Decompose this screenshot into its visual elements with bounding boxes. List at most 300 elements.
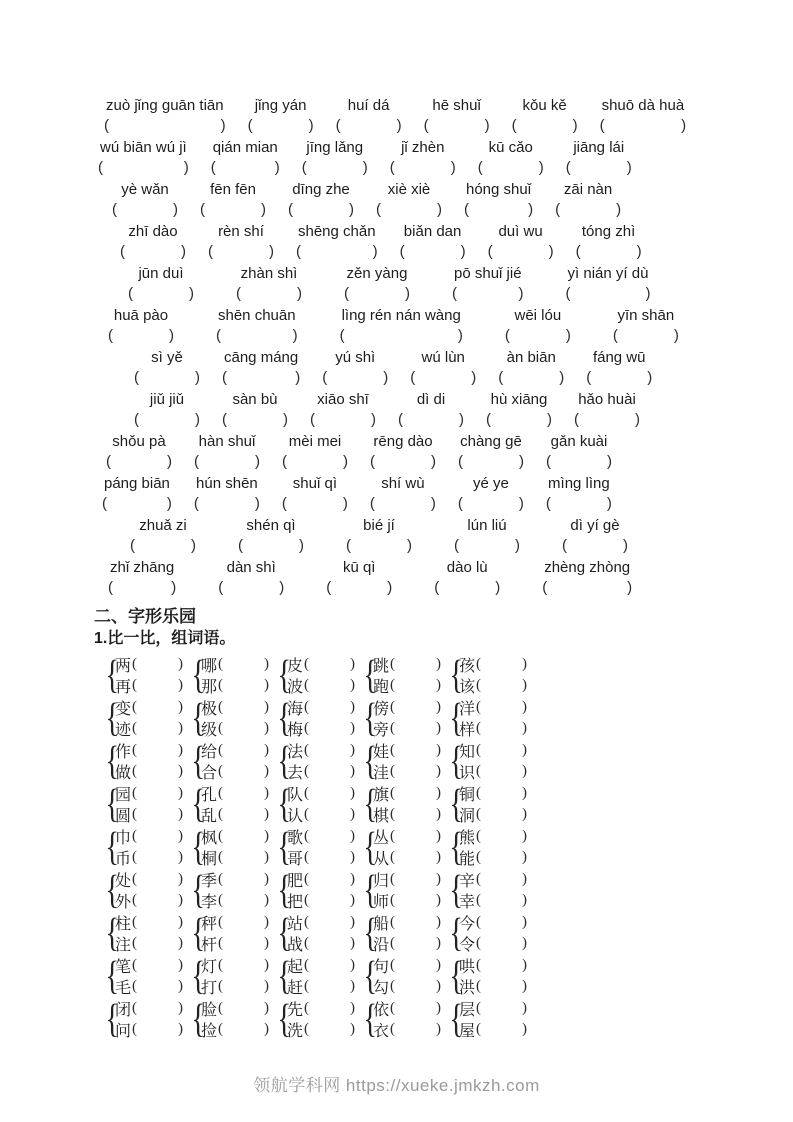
pinyin-word: kū qì [342,559,376,576]
brace-icon: { [105,652,120,698]
paren-open: ( [112,201,117,218]
paren-open: ( [304,785,310,801]
compare-char: 柱 [115,916,132,933]
pinyin-item [555,180,621,219]
compare-pair [373,740,441,782]
paren-open: ( [304,656,310,672]
paren-close: ) [264,720,269,736]
compare-group [276,869,355,911]
pinyin-item [346,516,412,555]
footer-watermark: 领航学科网 https://xueke.jmkzh.com [253,1076,540,1095]
answer-blank [370,494,436,513]
paren-open: ( [304,1000,310,1016]
compare-char: 笔 [115,959,132,976]
paren-close: ) [565,327,571,344]
pinyin-word: fáng wū [592,349,646,366]
answer-blank [303,935,355,952]
pinyin-word: qián mian [212,139,278,156]
paren-close: ) [681,117,687,134]
paren-open: ( [477,159,483,176]
brace-icon: { [363,781,378,827]
compare-group [104,998,183,1040]
answer-blank [112,200,178,219]
paren-open: ( [399,243,405,260]
compare-group [276,697,355,739]
compare-line [287,761,355,782]
paren-open: ( [132,763,138,779]
answer-blank [303,1000,355,1017]
answer-blank [303,785,355,802]
compare-line [201,847,269,868]
pinyin-word: shēn chuān [218,307,296,324]
answer-blank [217,1000,269,1017]
answer-blank [303,742,355,759]
paren-open: ( [132,978,138,994]
answer-blank [303,914,355,931]
compare-line [459,933,527,954]
answer-blank [475,656,527,673]
compare-char: 把 [287,894,304,911]
answer-blank [211,158,280,177]
brace-icon: { [449,996,464,1042]
compare-line [373,869,441,890]
pinyin-item [574,390,640,429]
pinyin-word: huí dá [347,97,390,114]
compare-row [98,912,733,954]
paren-open: ( [390,914,396,930]
paren-open: ( [218,806,224,822]
paren-close: ) [178,828,183,844]
paren-open: ( [132,699,138,715]
answer-blank [586,368,652,387]
answer-blank [217,978,269,995]
paren-close: ) [522,849,527,865]
pinyin-item [194,474,260,513]
pinyin-word: hē shuǐ [432,97,481,114]
answer-blank [478,158,544,177]
pinyin-word: gǎn kuài [550,433,608,450]
paren-close: ) [178,763,183,779]
paren-close: ) [460,243,466,260]
pinyin-item [216,306,298,345]
answer-blank [486,410,552,429]
paren-close: ) [169,327,174,344]
compare-line [201,998,269,1019]
paren-open: ( [390,656,396,672]
paren-close: ) [371,411,376,428]
paren-close: ) [264,892,269,908]
paren-close: ) [627,579,633,596]
compare-pair [115,826,183,868]
answer-blank [389,763,441,780]
pinyin-item [222,390,288,429]
pinyin-item [370,432,436,471]
paren-close: ) [387,579,393,596]
paren-open: ( [322,369,328,386]
paren-open: ( [304,677,310,693]
compare-pair [115,912,183,954]
compare-char: 打 [201,980,218,997]
compare-char: 那 [201,679,218,696]
compare-line [373,998,441,1019]
paren-close: ) [518,285,524,302]
brace-icon: { [191,695,206,741]
compare-pair [201,955,269,997]
brace-icon: { [277,738,292,784]
compare-pair [201,740,269,782]
answer-blank [303,763,355,780]
exercise-heading: 1.比一比，组词语。 [94,630,236,647]
answer-blank [376,200,442,219]
compare-line [115,826,183,847]
paren-open: ( [108,579,113,596]
compare-char: 船 [373,916,390,933]
compare-char: 捡 [201,1023,218,1040]
pinyin-item [400,222,466,261]
pinyin-word: duì wu [498,223,543,240]
pinyin-item [410,348,476,387]
pinyin-word: rèn shí [218,223,264,240]
pinyin-item [108,306,174,345]
paren-open: ( [476,720,482,736]
pinyin-item [104,96,226,135]
pinyin-word: àn biān [506,349,556,366]
paren-open: ( [218,935,224,951]
paren-close: ) [350,978,355,994]
brace-icon: { [191,781,206,827]
compare-char: 哄 [459,959,476,976]
paren-open: ( [390,677,396,693]
compare-pair [287,955,355,997]
answer-blank [512,116,578,135]
pinyin-word: jǐ zhèn [401,139,445,156]
answer-blank [475,720,527,737]
paren-open: ( [476,871,482,887]
answer-blank [102,494,172,513]
pinyin-word: hǎo huài [578,391,636,408]
compare-group [190,998,269,1040]
paren-open: ( [476,957,482,973]
paren-open: ( [216,327,221,344]
paren-open: ( [390,957,396,973]
compare-line [201,783,269,804]
paren-open: ( [282,453,287,470]
answer-blank [389,677,441,694]
pinyin-word: chàng gē [460,433,522,450]
paren-close: ) [522,699,527,715]
pinyin-item [600,96,687,135]
answer-blank [131,957,183,974]
compare-group [362,654,441,696]
paren-open: ( [476,935,482,951]
compare-char: 问 [115,1023,132,1040]
answer-blank [303,699,355,716]
paren-close: ) [295,369,301,386]
paren-open: ( [344,285,349,302]
compare-line [201,654,269,675]
paren-close: ) [264,1000,269,1016]
pinyin-item [106,432,172,471]
paren-close: ) [178,656,183,672]
answer-blank [106,452,172,471]
compare-pair [287,654,355,696]
answer-blank [131,699,183,716]
pinyin-word: lìng rén nán wàng [341,307,461,324]
pinyin-item [562,516,628,555]
answer-blank [217,785,269,802]
compare-pair [459,998,527,1040]
pinyin-item [546,432,612,471]
pinyin-item [613,306,679,345]
compare-char: 极 [201,701,218,718]
answer-blank [303,871,355,888]
paren-close: ) [255,453,260,470]
paren-close: ) [195,369,200,386]
paren-open: ( [218,699,224,715]
compare-char: 洞 [459,808,476,825]
paren-close: ) [436,978,441,994]
answer-blank [475,1021,527,1038]
answer-blank [498,368,564,387]
paren-close: ) [522,914,527,930]
paren-close: ) [264,871,269,887]
answer-blank [303,1021,355,1038]
compare-line [459,955,527,976]
paren-open: ( [218,720,224,736]
paren-close: ) [522,785,527,801]
paren-close: ) [450,159,456,176]
pinyin-item [236,264,302,303]
paren-close: ) [166,495,172,512]
compare-group [448,912,527,954]
compare-group [276,998,355,1040]
paren-open: ( [194,453,199,470]
compare-pair [201,826,269,868]
answer-blank [131,1021,183,1038]
paren-open: ( [304,935,310,951]
paren-close: ) [522,978,527,994]
compare-char: 哥 [287,851,304,868]
compare-pair [459,912,527,954]
compare-group [104,869,183,911]
paren-open: ( [222,411,227,428]
answer-blank [120,242,186,261]
paren-close: ) [264,763,269,779]
paren-open: ( [218,871,224,887]
compare-group [190,869,269,911]
pinyin-item [208,222,274,261]
paren-open: ( [218,1021,224,1037]
paren-open: ( [222,369,227,386]
pinyin-item [288,180,354,219]
compare-char: 法 [287,744,304,761]
paren-open: ( [390,871,396,887]
pinyin-word: zāi nàn [563,181,613,198]
pinyin-word: jūn duì [138,265,184,282]
paren-open: ( [476,1021,482,1037]
compare-group [190,740,269,782]
compare-pair [373,697,441,739]
paren-close: ) [436,785,441,801]
compare-line [201,933,269,954]
paren-close: ) [522,742,527,758]
paren-open: ( [132,806,138,822]
paren-close: ) [178,806,183,822]
compare-pair [115,697,183,739]
answer-blank [555,200,621,219]
compare-group [362,998,441,1040]
paren-open: ( [575,243,581,260]
paren-close: ) [436,935,441,951]
paren-open: ( [369,495,375,512]
compare-line [287,890,355,911]
brace-icon: { [191,824,206,870]
pinyin-item [344,264,410,303]
pinyin-word: yīn shān [617,307,675,324]
paren-close: ) [436,892,441,908]
paren-open: ( [304,849,310,865]
compare-line [115,955,183,976]
paren-close: ) [350,914,355,930]
compare-char: 圆 [115,808,132,825]
paren-close: ) [178,849,183,865]
pinyin-item [376,180,442,219]
paren-close: ) [350,763,355,779]
answer-blank [434,578,500,597]
compare-line [287,697,355,718]
compare-line [201,955,269,976]
answer-blank [389,892,441,909]
answer-blank [310,410,376,429]
pinyin-row [98,222,733,261]
answer-blank [475,935,527,952]
paren-open: ( [410,369,416,386]
compare-group [362,740,441,782]
pinyin-item [488,222,554,261]
paren-open: ( [132,871,138,887]
pinyin-item [336,96,402,135]
compare-char: 铜 [459,787,476,804]
paren-open: ( [434,579,440,596]
brace-icon: { [363,824,378,870]
pinyin-row [98,516,733,555]
compare-line [459,847,527,868]
brace-icon: { [277,996,292,1042]
answer-blank [282,494,348,513]
paren-close: ) [515,537,520,554]
answer-blank [475,699,527,716]
pinyin-item [296,222,378,261]
answer-blank [389,1000,441,1017]
answer-blank [346,536,412,555]
compare-char: 起 [287,959,304,976]
brace-icon: { [191,738,206,784]
compare-char: 队 [287,787,304,804]
paren-open: ( [423,117,429,134]
compare-char: 知 [459,744,476,761]
pinyin-item [326,558,392,597]
paren-open: ( [370,453,375,470]
paren-close: ) [528,201,534,218]
compare-line [115,697,183,718]
compare-line [373,740,441,761]
pinyin-word: kǒu kě [522,97,567,114]
compare-char: 两 [115,658,132,675]
compare-char: 师 [373,894,390,911]
compare-char: 旁 [373,722,390,739]
paren-open: ( [346,537,351,554]
paren-open: ( [132,1021,138,1037]
answer-blank [389,699,441,716]
compare-pair [287,697,355,739]
compare-line [287,804,355,825]
paren-close: ) [522,935,527,951]
paren-open: ( [304,806,310,822]
answer-blank [566,158,632,177]
pinyin-item [398,390,464,429]
paren-close: ) [264,957,269,973]
paren-open: ( [238,537,243,554]
paren-open: ( [390,828,396,844]
compare-line [459,783,527,804]
compare-char: 灯 [201,959,218,976]
pinyin-row [98,264,733,303]
compare-pair [287,740,355,782]
pinyin-item [130,516,196,555]
pinyin-item [424,96,490,135]
paren-close: ) [436,806,441,822]
paren-open: ( [612,327,618,344]
brace-icon: { [449,910,464,956]
paren-close: ) [436,763,441,779]
compare-pair [115,869,183,911]
answer-blank [475,978,527,995]
paren-close: ) [522,806,527,822]
paren-close: ) [178,742,183,758]
brace-icon: { [105,867,120,913]
brace-icon: { [449,824,464,870]
compare-line [201,804,269,825]
paren-open: ( [542,579,548,596]
paren-close: ) [349,201,354,218]
paren-open: ( [555,201,561,218]
pinyin-word: mìng lìng [548,475,610,492]
answer-blank [131,763,183,780]
paren-open: ( [476,914,482,930]
paren-open: ( [301,159,307,176]
brace-icon: { [363,738,378,784]
answer-blank [131,806,183,823]
compare-char: 乱 [201,808,218,825]
compare-char: 毛 [115,980,132,997]
compare-line [373,847,441,868]
compare-line [115,654,183,675]
compare-line [115,998,183,1019]
pinyin-item [566,138,632,177]
brace-icon: { [363,652,378,698]
paren-close: ) [171,579,177,596]
paren-open: ( [304,699,310,715]
paren-open: ( [454,537,459,554]
paren-close: ) [350,720,355,736]
paren-open: ( [486,411,491,428]
compare-char: 今 [459,916,476,933]
compare-char: 波 [287,679,304,696]
paren-close: ) [522,720,527,736]
compare-char: 跳 [373,658,390,675]
paren-close: ) [518,495,524,512]
pinyin-word: jīng lǎng [306,139,364,156]
